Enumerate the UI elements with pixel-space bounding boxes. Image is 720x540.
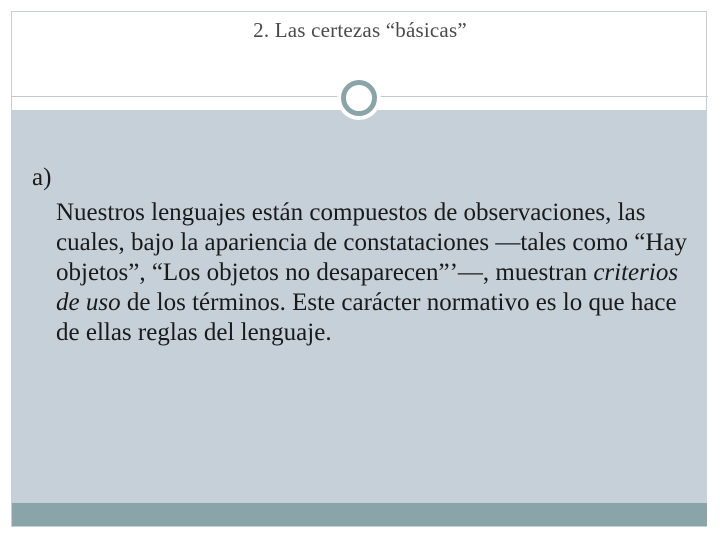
slide-title: 2. Las certezas “básicas” [253, 18, 467, 42]
paragraph-text-part1: Nuestros lenguajes están compuestos de observaciones, las cuales, bajo la apariencia de constataciones —tales como “Hay objetos”, “Los objetos no desaparecen”’—, muestran [56, 199, 687, 286]
circle-ring [341, 80, 377, 116]
paragraph-emphasis: criterios de uso [56, 259, 679, 316]
list-item-label: a) [32, 164, 52, 191]
body-paragraph [56, 198, 696, 348]
footer-bar [12, 503, 707, 526]
circle-ornament-icon [337, 76, 381, 120]
paragraph-text-part2: de los términos. Este carácter normativo es lo que hace de ellas reglas del lenguaje. [56, 289, 677, 346]
